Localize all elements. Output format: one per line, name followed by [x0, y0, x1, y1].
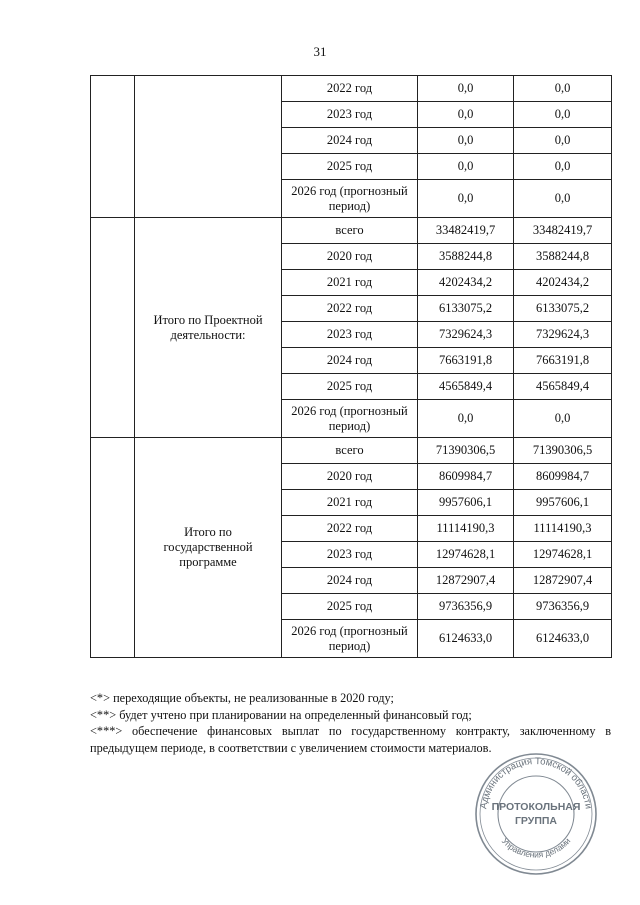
value-cell: 4565849,4: [514, 374, 612, 400]
period-cell: 2022 год: [282, 76, 418, 102]
financing-table: [90, 75, 612, 658]
period-cell: всего: [282, 218, 418, 244]
period-cell: 2026 год (прогнозный период): [282, 620, 418, 658]
value-cell: 9957606,1: [514, 490, 612, 516]
value-cell: 7329624,3: [514, 322, 612, 348]
period-cell: 2026 год (прогнозный период): [282, 180, 418, 218]
value-cell: 8609984,7: [514, 464, 612, 490]
footnote-3: <***> обеспечение финансовых выплат по государственному контракту, заключенному в предыдущем периоде, в соответствии с увеличением стоимости материалов.: [90, 724, 611, 755]
period-cell: 2020 год: [282, 244, 418, 270]
value-cell: 0,0: [514, 102, 612, 128]
value-cell: 0,0: [418, 180, 514, 218]
period-cell: 2024 год: [282, 568, 418, 594]
row-number-cell: [91, 438, 135, 658]
value-cell: 6124633,0: [418, 620, 514, 658]
period-cell: 2025 год: [282, 594, 418, 620]
row-number-cell: [91, 218, 135, 438]
period-cell: 2026 год (прогнозный период): [282, 400, 418, 438]
stamp-bottom-text: Управления делами: [499, 835, 573, 860]
value-cell: 9736356,9: [514, 594, 612, 620]
stamp-inner-line-1: ПРОТОКОЛЬНАЯ: [491, 801, 581, 813]
value-cell: 0,0: [514, 180, 612, 218]
value-cell: 33482419,7: [418, 218, 514, 244]
table-row: [91, 218, 612, 244]
group-label-cell: Итого по государственной программе: [135, 438, 282, 658]
period-cell: 2023 год: [282, 102, 418, 128]
footnotes: [90, 690, 611, 756]
value-cell: 71390306,5: [514, 438, 612, 464]
value-cell: 4202434,2: [514, 270, 612, 296]
period-cell: 2021 год: [282, 270, 418, 296]
value-cell: 0,0: [418, 400, 514, 438]
protocol-group-stamp: [474, 752, 598, 876]
value-cell: 6124633,0: [514, 620, 612, 658]
period-cell: 2020 год: [282, 464, 418, 490]
value-cell: 0,0: [514, 400, 612, 438]
value-cell: 4202434,2: [418, 270, 514, 296]
period-cell: 2024 год: [282, 348, 418, 374]
value-cell: 4565849,4: [418, 374, 514, 400]
value-cell: 0,0: [514, 128, 612, 154]
period-cell: 2021 год: [282, 490, 418, 516]
footnote-1: <*> переходящие объекты, не реализованные в 2020 году;: [90, 691, 394, 705]
value-cell: 12974628,1: [514, 542, 612, 568]
value-cell: 0,0: [418, 128, 514, 154]
stamp-outer-text: Администрация Томской области: [478, 755, 594, 810]
period-cell: 2022 год: [282, 516, 418, 542]
table-row: [91, 438, 612, 464]
page-number: 31: [313, 44, 327, 59]
period-cell: 2025 год: [282, 154, 418, 180]
value-cell: 0,0: [514, 154, 612, 180]
value-cell: 3588244,8: [418, 244, 514, 270]
period-cell: 2022 год: [282, 296, 418, 322]
period-cell: 2023 год: [282, 322, 418, 348]
svg-text:Управления делами: [500, 836, 573, 860]
row-number-cell: [91, 76, 135, 218]
table-row: [91, 76, 612, 102]
value-cell: 33482419,7: [514, 218, 612, 244]
value-cell: 0,0: [418, 76, 514, 102]
value-cell: 9957606,1: [418, 490, 514, 516]
period-cell: 2024 год: [282, 128, 418, 154]
stamp-inner-line-2: ГРУППА: [514, 815, 558, 827]
value-cell: 7663191,8: [514, 348, 612, 374]
value-cell: 12872907,4: [514, 568, 612, 594]
value-cell: 8609984,7: [418, 464, 514, 490]
period-cell: 2023 год: [282, 542, 418, 568]
value-cell: 9736356,9: [418, 594, 514, 620]
footnote-2: <**> будет учтено при планировании на определенный финансовый год;: [90, 707, 472, 722]
value-cell: 0,0: [514, 76, 612, 102]
group-label-cell: [135, 76, 282, 218]
group-label-cell: Итого по Проектной деятельности:: [135, 218, 282, 438]
value-cell: 3588244,8: [514, 244, 612, 270]
period-cell: 2025 год: [282, 374, 418, 400]
period-cell: всего: [282, 438, 418, 464]
value-cell: 11114190,3: [514, 516, 612, 542]
value-cell: 7329624,3: [418, 322, 514, 348]
value-cell: 12974628,1: [418, 542, 514, 568]
value-cell: 0,0: [418, 154, 514, 180]
value-cell: 6133075,2: [418, 296, 514, 322]
value-cell: 7663191,8: [418, 348, 514, 374]
value-cell: 0,0: [418, 102, 514, 128]
value-cell: 6133075,2: [514, 296, 612, 322]
value-cell: 11114190,3: [418, 516, 514, 542]
value-cell: 12872907,4: [418, 568, 514, 594]
value-cell: 71390306,5: [418, 438, 514, 464]
